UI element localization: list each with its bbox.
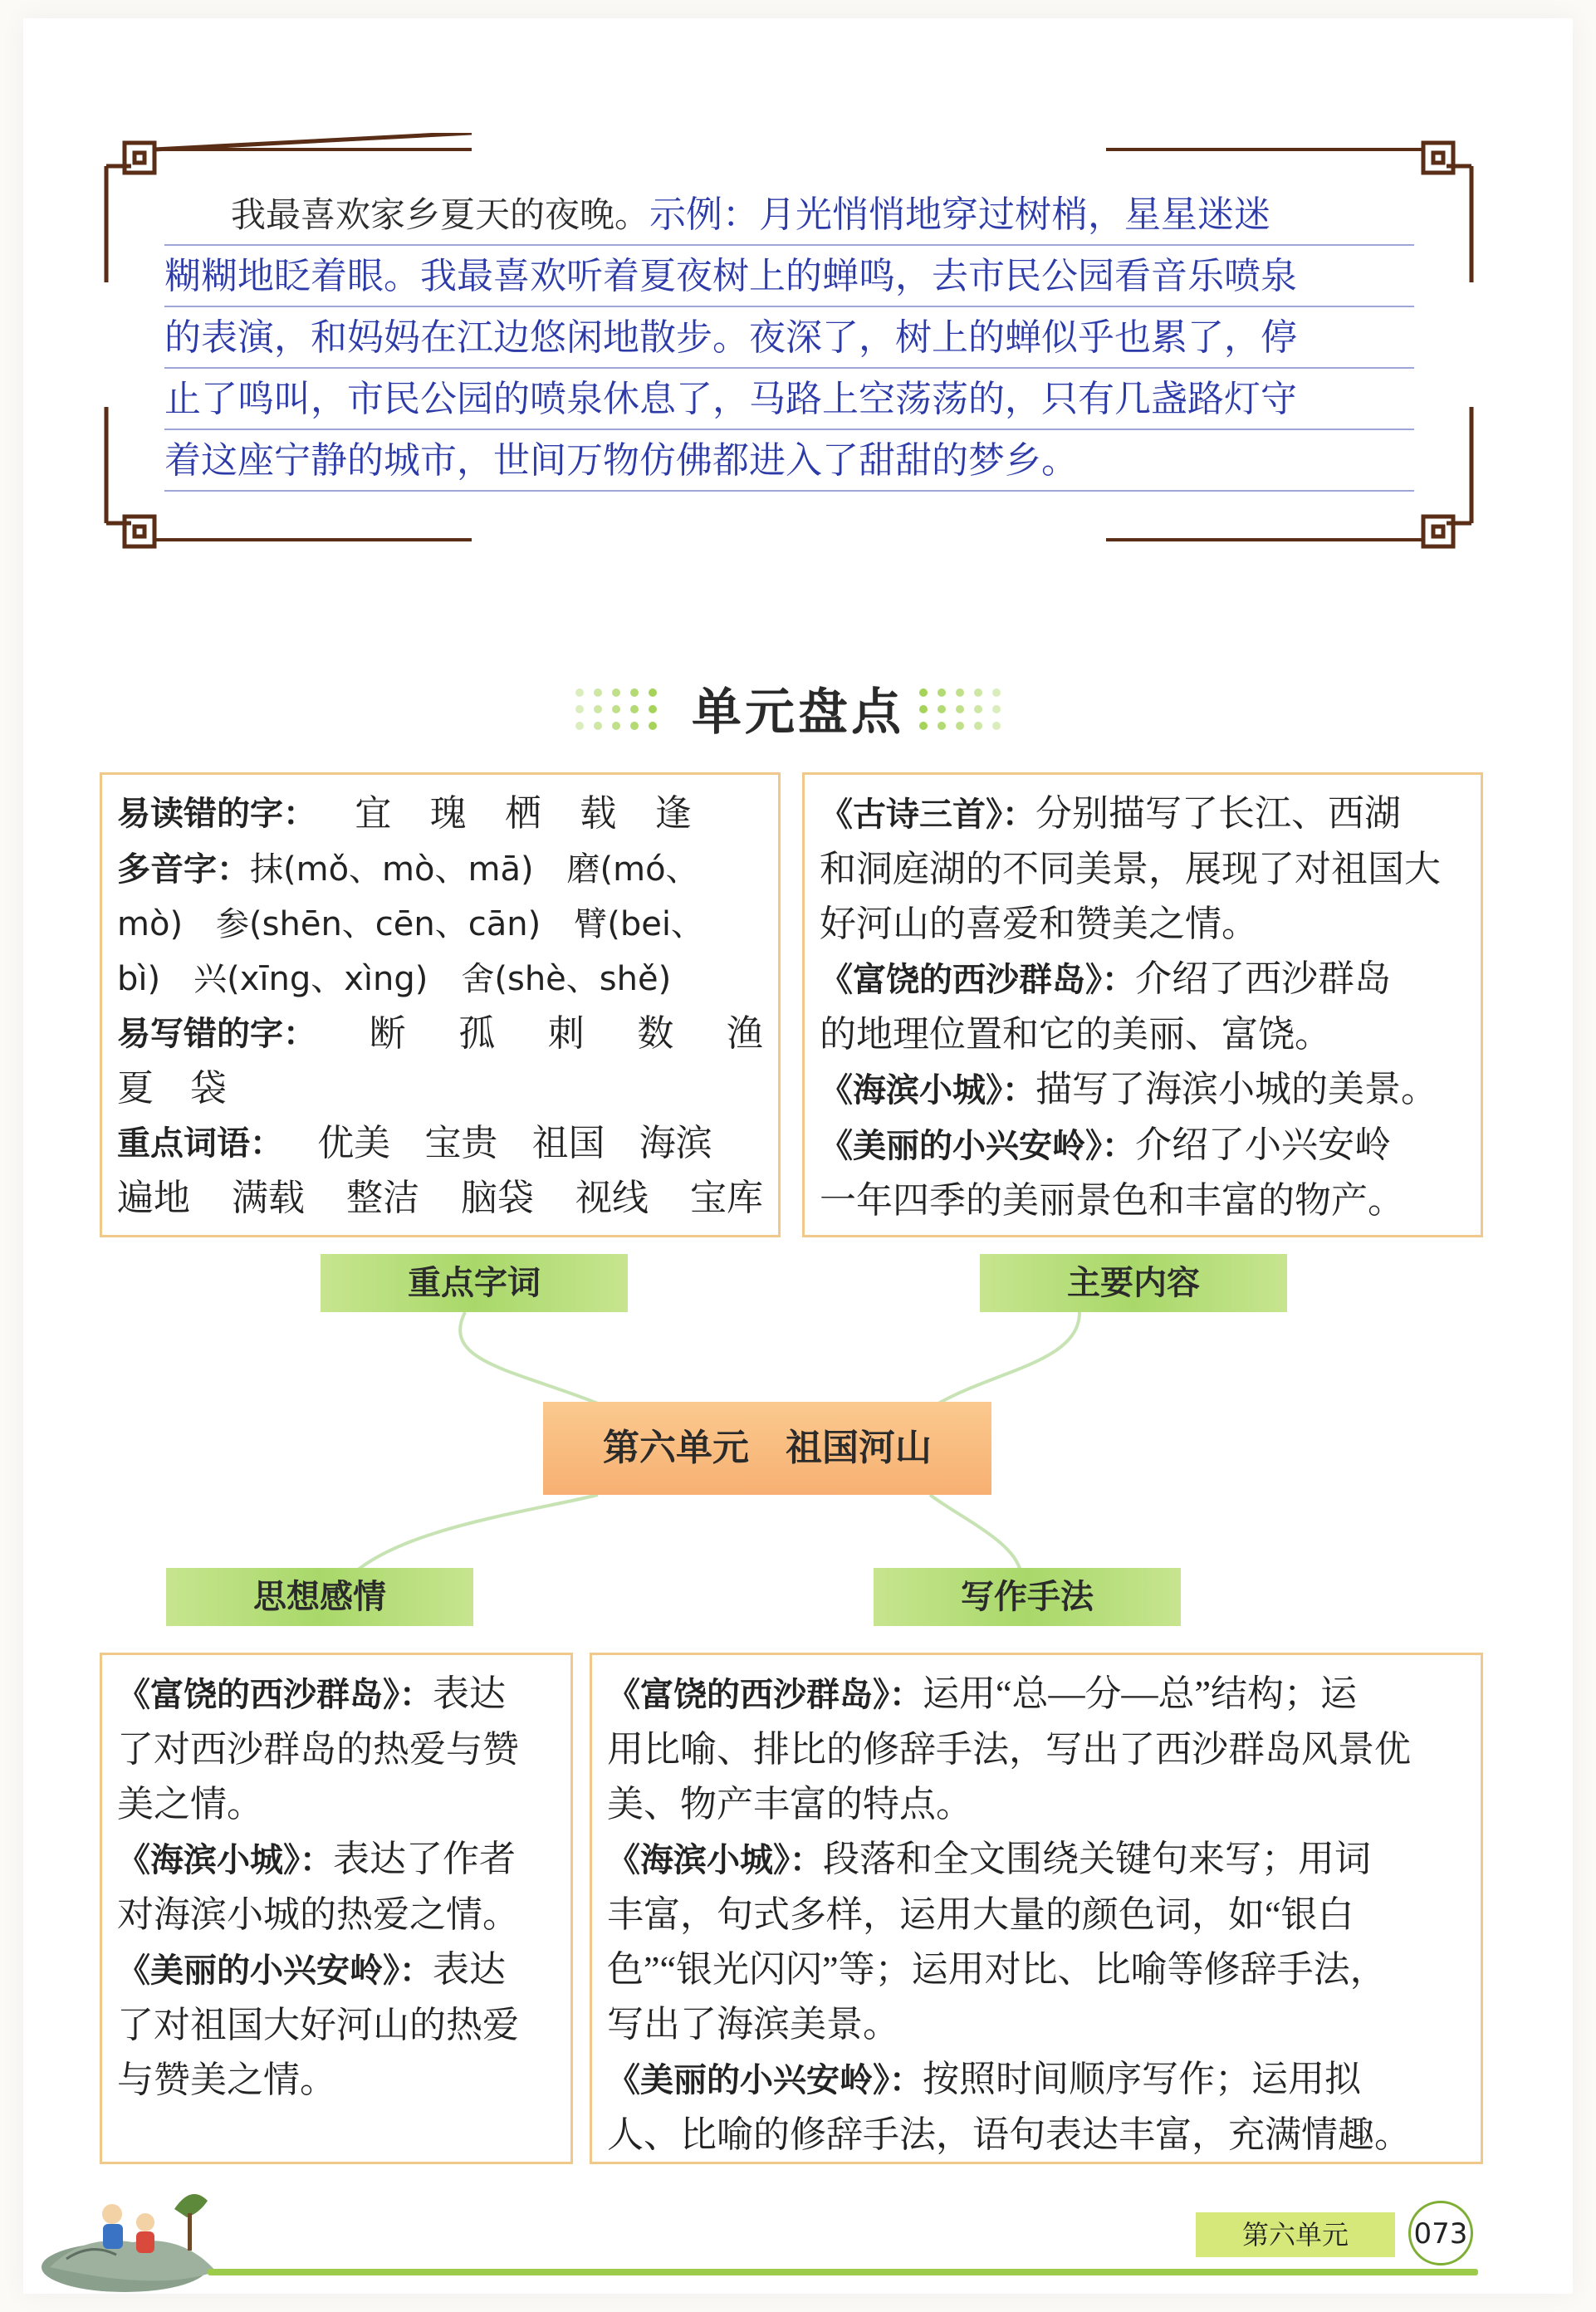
writing-method-box: [590, 1653, 1483, 2164]
label-writing-method: 写作手法: [874, 1568, 1181, 1626]
char: 载: [580, 793, 617, 834]
item-title: 《富饶的西沙群岛》：: [607, 1676, 923, 1714]
hard-read-row: [117, 786, 763, 841]
content-item: [820, 952, 1466, 1007]
word: 祖国: [531, 1123, 605, 1163]
main-content-box: [802, 772, 1483, 1237]
item-text: 表达: [433, 1949, 506, 1990]
unit-center-label: 第六单元 祖国河山: [543, 1402, 991, 1495]
hard-write-label: 易写错的字：: [117, 1015, 316, 1053]
polyphone-row: [117, 841, 763, 897]
feeling-item: [117, 1667, 556, 1722]
writing-line: 糊糊地眨着眼。我最喜欢听着夏夜树上的蝉鸣，去市民公园看音乐喷泉: [164, 246, 1414, 307]
char: 数: [637, 1013, 674, 1054]
answer-text: 示例：月光悄悄地穿过树梢，星星迷迷: [649, 194, 1271, 235]
item-text: 分别描写了长江、西湖: [1035, 793, 1401, 834]
item-title: 《富饶的西沙群岛》：: [820, 961, 1135, 999]
char: 夏: [117, 1068, 154, 1109]
item-text: 介绍了西沙群岛: [1135, 958, 1391, 999]
word: 宝库: [690, 1178, 763, 1218]
polyphone-text: bì) 兴(xīng、xìng) 舍(shè、shě): [117, 960, 672, 998]
item-text: 和洞庭湖的不同美景，展现了对祖国大: [820, 849, 1441, 889]
feeling-box: [100, 1653, 573, 2164]
item-text: 表达了作者: [333, 1839, 516, 1879]
item-text: 运用“总—分—总”结构；运: [923, 1673, 1358, 1714]
hard-write-row-2: [117, 1061, 763, 1116]
item-text: 按照时间顺序写作；运用拟: [923, 2059, 1361, 2099]
word: 视线: [575, 1178, 649, 1218]
item-text: 丰富，句式多样，运用大量的颜色词，如“银白: [607, 1894, 1354, 1935]
footer-unit-tab: 第六单元: [1196, 2212, 1395, 2257]
key-words-label: 重点词语：: [117, 1124, 283, 1163]
item-title: 《富饶的西沙群岛》：: [117, 1676, 433, 1714]
item-title: 《海滨小城》：: [117, 1841, 333, 1879]
word: 优美: [317, 1123, 391, 1163]
item-text: 描写了海滨小城的美景。: [1035, 1069, 1437, 1109]
item-text: 与赞美之情。: [117, 2060, 336, 2100]
item-text: 了对西沙群岛的热爱与赞: [117, 1729, 519, 1770]
word: 脑袋: [461, 1178, 534, 1218]
word: 宝贵: [424, 1123, 498, 1163]
char: 断: [369, 1013, 406, 1054]
section-title: 单元盘点: [692, 684, 904, 740]
item-text: 的地理位置和它的美丽、富饶。: [820, 1014, 1331, 1055]
item-title: 《美丽的小兴安岭》：: [607, 2061, 923, 2099]
item-text: 好河山的喜爱和赞美之情。: [820, 904, 1258, 944]
item-title: 《海滨小城》：: [607, 1841, 823, 1879]
footer-rule: [208, 2269, 1478, 2275]
writing-line: 止了鸣叫，市民公园的喷泉休息了，马路上空荡荡的，只有几盏路灯守: [164, 369, 1414, 430]
char: 宜: [355, 793, 392, 834]
char: 逢: [654, 793, 692, 834]
item-title: 《美丽的小兴安岭》：: [820, 1127, 1135, 1165]
feeling-item: [117, 1832, 556, 1888]
hard-write-row: [117, 1007, 763, 1061]
item-text: 段落和全文围绕关键句来写；用词: [823, 1839, 1371, 1879]
method-item: [607, 1667, 1466, 1722]
page-number: 073: [1408, 2201, 1473, 2265]
hard-read-label: 易读错的字：: [117, 795, 316, 833]
item-text: 色”“银光闪闪”等；运用对比、比喻等修辞手法，: [607, 1949, 1387, 1990]
label-feeling: 思想感情: [166, 1568, 473, 1626]
reading-kids-illustration-icon: [33, 2176, 233, 2300]
item-text: 美、物产丰富的特点。: [607, 1784, 972, 1825]
char: 栖: [504, 793, 541, 834]
item-title: 《古诗三首》：: [820, 796, 1035, 834]
polyphone-text: 抹(mǒ、mò、mā) 磨(mó、: [250, 850, 699, 889]
char: 孤: [458, 1013, 496, 1054]
polyphone-label: 多音字：: [117, 850, 250, 889]
item-text: 了对祖国大好河山的热爱: [117, 2005, 519, 2045]
item-text: 写出了海滨美景。: [607, 2004, 899, 2045]
item-text: 一年四季的美丽景色和丰富的物产。: [820, 1180, 1404, 1221]
item-text: 对海滨小城的热爱之情。: [117, 1894, 519, 1935]
word: 海滨: [639, 1123, 712, 1163]
writing-prompt: 我最喜欢家乡夏天的夜晚。: [231, 194, 650, 235]
key-words-row: [117, 1116, 763, 1171]
word: 遍地: [117, 1178, 190, 1218]
label-main-content: 主要内容: [980, 1254, 1287, 1312]
content-item: [820, 1118, 1466, 1173]
key-words-row-2: [117, 1171, 763, 1226]
writing-line: 着这座宁静的城市，世间万物仿佛都进入了甜甜的梦乡。: [164, 430, 1414, 492]
key-words-box: [100, 772, 781, 1237]
content-item: [820, 786, 1466, 842]
word: 整洁: [346, 1178, 419, 1218]
word: 满载: [232, 1178, 305, 1218]
item-title: 《海滨小城》：: [820, 1071, 1035, 1109]
char: 袋: [190, 1068, 227, 1109]
char: 刺: [547, 1013, 585, 1054]
method-item: [607, 2052, 1466, 2108]
content-item: [820, 1062, 1466, 1118]
char: 瑰: [429, 793, 467, 834]
writing-line: 的表演，和妈妈在江边悠闲地散步。夜深了，树上的蝉似乎也累了，停: [164, 307, 1414, 369]
feeling-item: [117, 1942, 556, 1998]
item-text: 美之情。: [117, 1784, 263, 1825]
item-text: 表达: [433, 1673, 506, 1714]
char: 渔: [726, 1013, 763, 1054]
item-text: 介绍了小兴安岭: [1135, 1124, 1391, 1165]
method-item: [607, 1832, 1466, 1888]
item-text: 用比喻、排比的修辞手法，写出了西沙群岛风景优: [607, 1729, 1411, 1770]
item-title: 《美丽的小兴安岭》：: [117, 1952, 433, 1990]
polyphone-text: mò) 参(shēn、cēn、cān) 臂(bei、: [117, 905, 704, 943]
item-text: 人、比喻的修辞手法，语句表达丰富，充满情趣。: [607, 2114, 1411, 2155]
label-key-words: 重点字词: [321, 1254, 628, 1312]
